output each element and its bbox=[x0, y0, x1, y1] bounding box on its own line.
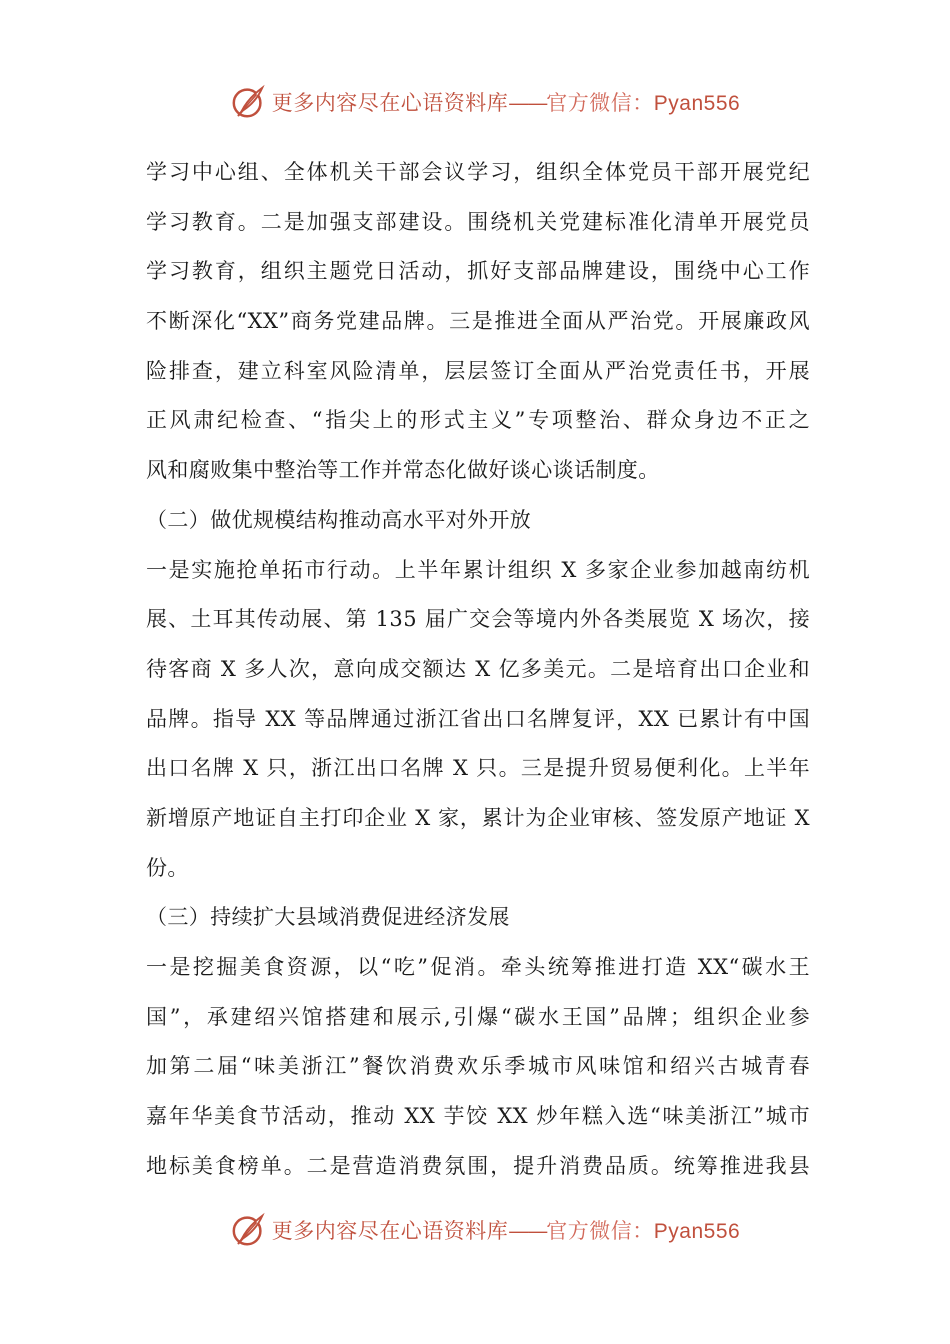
footer-banner-inner bbox=[230, 1211, 740, 1249]
body-line: 份。 bbox=[146, 855, 189, 880]
body-line: 展、土耳其传动展、第 135 届广交会等境内外各类展览 X 场次，接 bbox=[146, 607, 810, 632]
section-heading-3: （三）持续扩大县域消费促进经济发展 bbox=[146, 905, 510, 930]
body-line: 不断深化“XX”商务党建品牌。三是推进全面从严治党。开展廉政风 bbox=[146, 309, 810, 334]
body-line: 嘉年华美食节活动，推动 XX 芋饺 XX 炒年糕入选“味美浙江”城市 bbox=[146, 1104, 810, 1129]
header-banner-inner bbox=[230, 83, 740, 121]
footer-banner bbox=[0, 1208, 950, 1252]
header-wechat-id: Pyan556 bbox=[653, 92, 741, 115]
body-line: 出口名牌 X 只，浙江出口名牌 X 只。三是提升贸易便利化。上半年 bbox=[146, 756, 810, 781]
body-line: 一是实施抢单拓市行动。上半年累计组织 X 多家企业参加越南纺机 bbox=[146, 557, 810, 582]
body-line: 学习中心组、全体机关干部会议学习，组织全体党员干部开展党纪 bbox=[146, 160, 810, 184]
body-line: 待客商 X 多人次，意向成交额达 X 亿多美元。二是培育出口企业和 bbox=[146, 656, 810, 681]
header-banner bbox=[0, 80, 950, 124]
header-dash: —— bbox=[508, 91, 547, 115]
quill-logo-icon bbox=[230, 1211, 268, 1249]
header-promo-text: 更多内容尽在心语资料库 bbox=[271, 91, 509, 115]
body-line: 地标美食榜单。二是营造消费氛围，提升消费品质。统筹推进我县 bbox=[146, 1153, 810, 1178]
quill-logo-icon bbox=[230, 83, 268, 121]
header-wechat-label: 官方微信： bbox=[546, 91, 654, 115]
body-line: 风和腐败集中整治等工作并常态化做好谈心谈话制度。 bbox=[146, 458, 660, 483]
body-line: 一是挖掘美食资源，以“吃”促消。牵头统筹推进打造 XX“碳水王 bbox=[146, 955, 810, 979]
footer-banner-text bbox=[272, 1215, 740, 1245]
header-banner-text bbox=[272, 87, 740, 117]
footer-dash: —— bbox=[508, 1219, 547, 1243]
footer-wechat-label: 官方微信： bbox=[546, 1219, 654, 1243]
section-heading-2: （二）做优规模结构推动高水平对外开放 bbox=[146, 507, 532, 532]
body-line: 国”，承建绍兴馆搭建和展示,引爆“碳水王国”品牌；组织企业参 bbox=[146, 1004, 810, 1029]
body-line: 险排查，建立科室风险清单，层层签订全面从严治党责任书，开展 bbox=[146, 358, 810, 383]
body-line: 新增原产地证自主打印企业 X 家，累计为企业审核、签发原产地证 X bbox=[146, 805, 810, 830]
body-line: 正风肃纪检查、“指尖上的形式主义”专项整治、群众身边不正之 bbox=[146, 408, 810, 433]
body-line: 学习教育，组织主题党日活动，抓好支部品牌建设，围绕中心工作 bbox=[146, 259, 810, 284]
document-body bbox=[146, 148, 810, 1191]
body-line: 加第二届“味美浙江”餐饮消费欢乐季城市风味馆和绍兴古城青春 bbox=[146, 1054, 810, 1079]
body-line: 品牌。指导 XX 等品牌通过浙江省出口名牌复评，XX 已累计有中国 bbox=[146, 706, 810, 731]
footer-wechat-id: Pyan556 bbox=[653, 1220, 741, 1243]
footer-promo-text: 更多内容尽在心语资料库 bbox=[271, 1219, 509, 1243]
body-line: 学习教育。二是加强支部建设。围绕机关党建标准化清单开展党员 bbox=[146, 209, 810, 234]
